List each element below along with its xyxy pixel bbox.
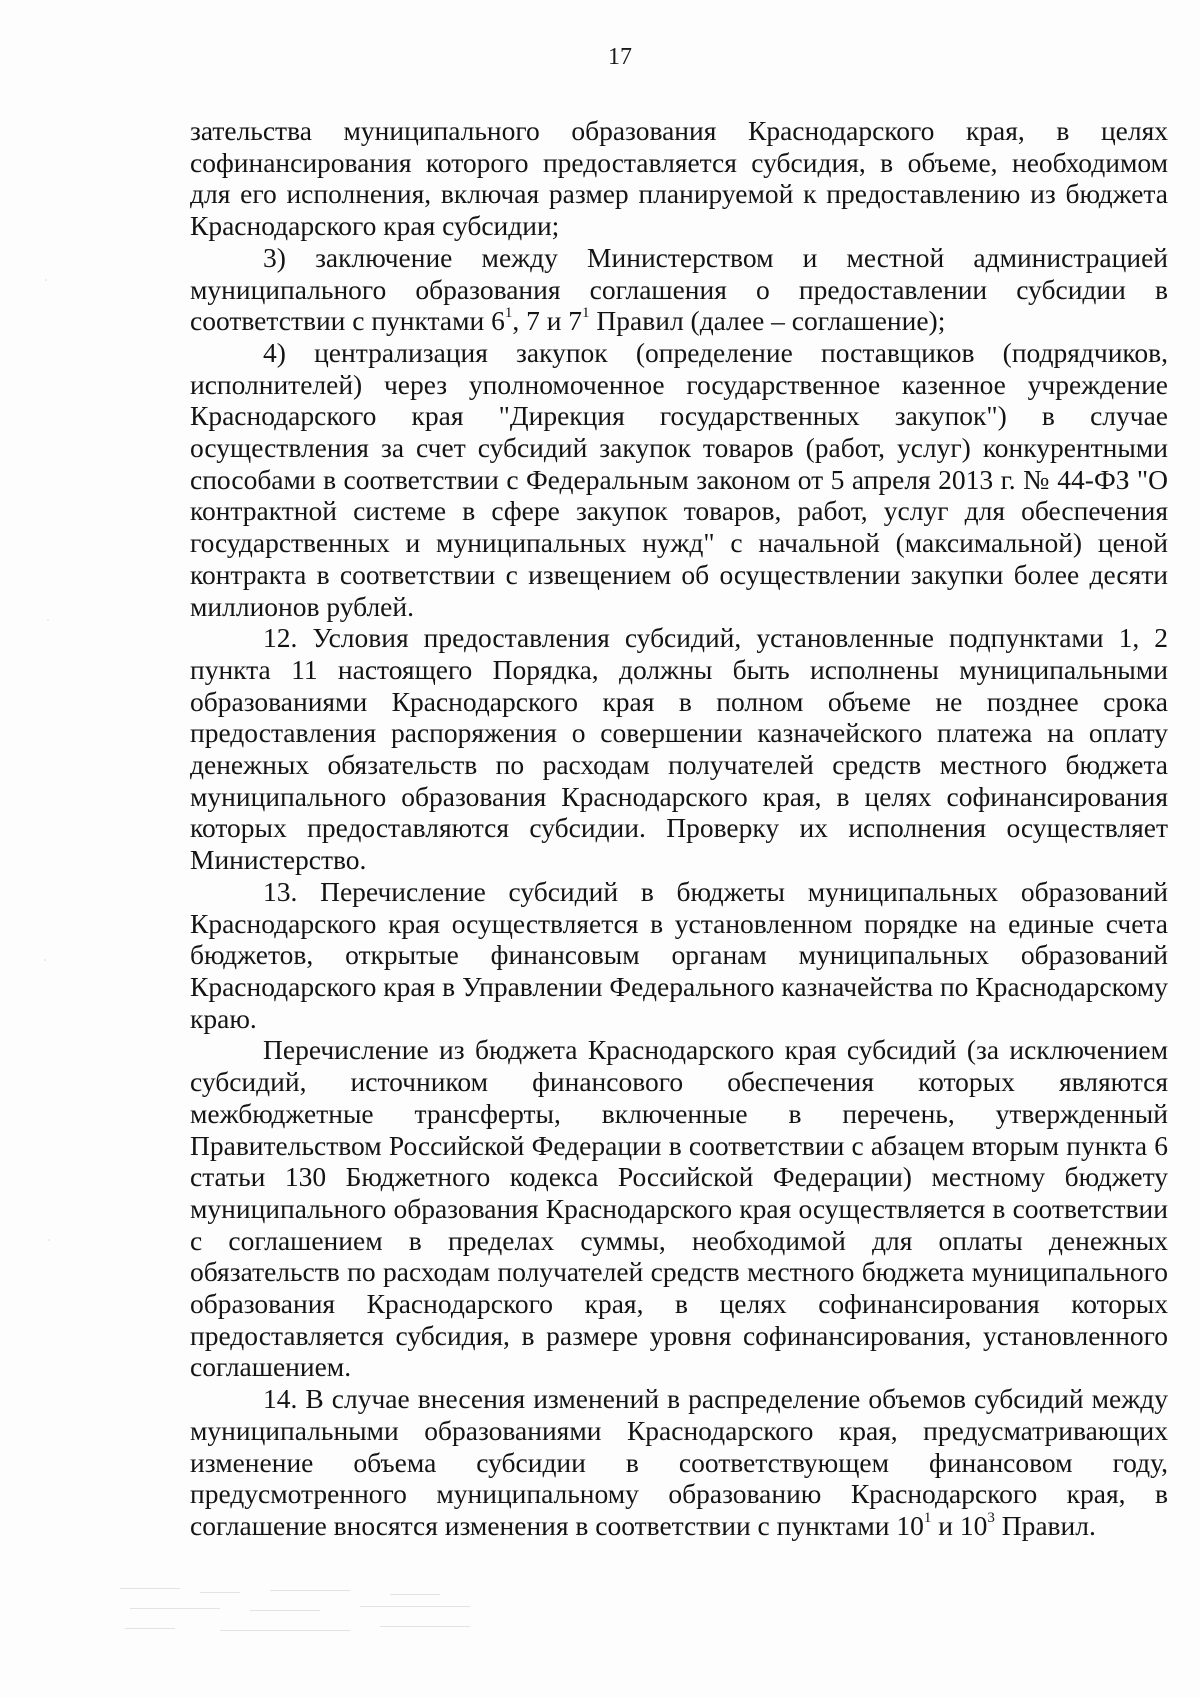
superscript: 3 — [987, 1509, 995, 1526]
paragraph-text: 3) заключение между Министерством и местной администрацией муниципального образования соглашения о предоставлении субсидии в соответствии с пунктами 6 — [190, 241, 1168, 337]
paragraph-item-4-centralization — [190, 337, 1168, 622]
document-body — [190, 115, 1168, 1542]
paragraph-text: зательства муниципального образования Краснодарского края, в целях софинансирования которого предоставляется субсидия, в объеме, необходимом для его исполнения, включая размер планируемой к предоставлению из бюджета Краснодарского края субсидии; — [190, 115, 1168, 242]
paragraph-text: и 10 — [931, 1509, 988, 1541]
paragraph-text: Правил. — [994, 1509, 1096, 1541]
paragraph-text: 4) централизация закупок (определение поставщиков (подрядчиков, исполнителей) через уполномоченное государственное казенное учреждение Краснодарского края "Дирекция государственных закупок") в случае осуществления за счет субсидий закупок товаров (работ, услуг) конкурентными способами в соответствии с Федеральным законом от 5 апреля 2013 г. № 44-ФЗ "О контрактной системе в сфере закупок товаров, работ, услуг для обеспечения государственных и муниципальных нужд" с начальной (максимальной) ценой контракта в соответствии с извещением об осуществлении закупки более десяти миллионов рублей. — [190, 336, 1168, 622]
paragraph-clause-14 — [190, 1383, 1168, 1542]
paragraph-item-3-agreement — [190, 242, 1168, 337]
paragraph-text: Правил (далее – соглашение); — [589, 305, 946, 337]
paragraph-text: , 7 и 7 — [512, 305, 583, 337]
paragraph-clause-13-transfer — [190, 1034, 1168, 1383]
superscript: 1 — [504, 305, 513, 322]
page-number: 17 — [608, 44, 632, 70]
paragraph-text: Перечисление из бюджета Краснодарского края субсидий (за исключением субсидий, источником финансового обеспечения которых являются межбюджетные трансферты, включенные в перечень, утвержденный Правительством Российской Федерации в соответствии с абзацем вторым пункта 6 статьи 130 Бюджетного кодекса Российской Федерации) местному бюджету муниципального образования Краснодарского края осуществляется в соответствии с соглашением в пределах суммы, необходимой для оплаты денежных обязательств по расходам получателей средств местного бюджета муниципального образования Краснодарского края, в целях софинансирования которых предоставляется субсидия, в размере уровня софинансирования, установленного соглашением. — [190, 1034, 1168, 1383]
scan-artifact — [110, 1580, 540, 1650]
superscript: 1 — [582, 305, 590, 322]
paragraph-text: 12. Условия предоставления субсидий, установленные подпунктами 1, 2 пункта 11 настоящего Порядка, должны быть исполнены муниципальными образованиями Краснодарского края в полном объеме не позднее срока предоставления распоряжения о совершении казначейского платежа на оплату денежных обязательств по расходам получателей средств местного бюджета муниципального образования Краснодарского края, в целях софинансирования которых предоставляются субсидии. Проверку их исполнения осуществляет Министерство. — [190, 622, 1168, 876]
scan-margin-marks — [40, 200, 60, 1500]
paragraph-continuation — [190, 115, 1168, 242]
paragraph-text: 13. Перечисление субсидий в бюджеты муниципальных образований Краснодарского края осуществляется в установленном порядке на единые счета бюджетов, открытые финансовым органам муниципальных образований Краснодарского края в Управлении Федерального казначейства по Краснодарскому краю. — [190, 875, 1168, 1034]
paragraph-text: 14. В случае внесения изменений в распределение объемов субсидий между муниципальными образованиями Краснодарского края, предусматривающих изменение объема субсидии в соответствующем финансовом году, предусмотренного муниципальному образованию Краснодарского края, в соглашение вносятся изменения в соответствии с пунктами 10 — [190, 1383, 1168, 1541]
paragraph-clause-12 — [190, 622, 1168, 876]
paragraph-clause-13 — [190, 876, 1168, 1035]
superscript: 1 — [923, 1509, 932, 1526]
